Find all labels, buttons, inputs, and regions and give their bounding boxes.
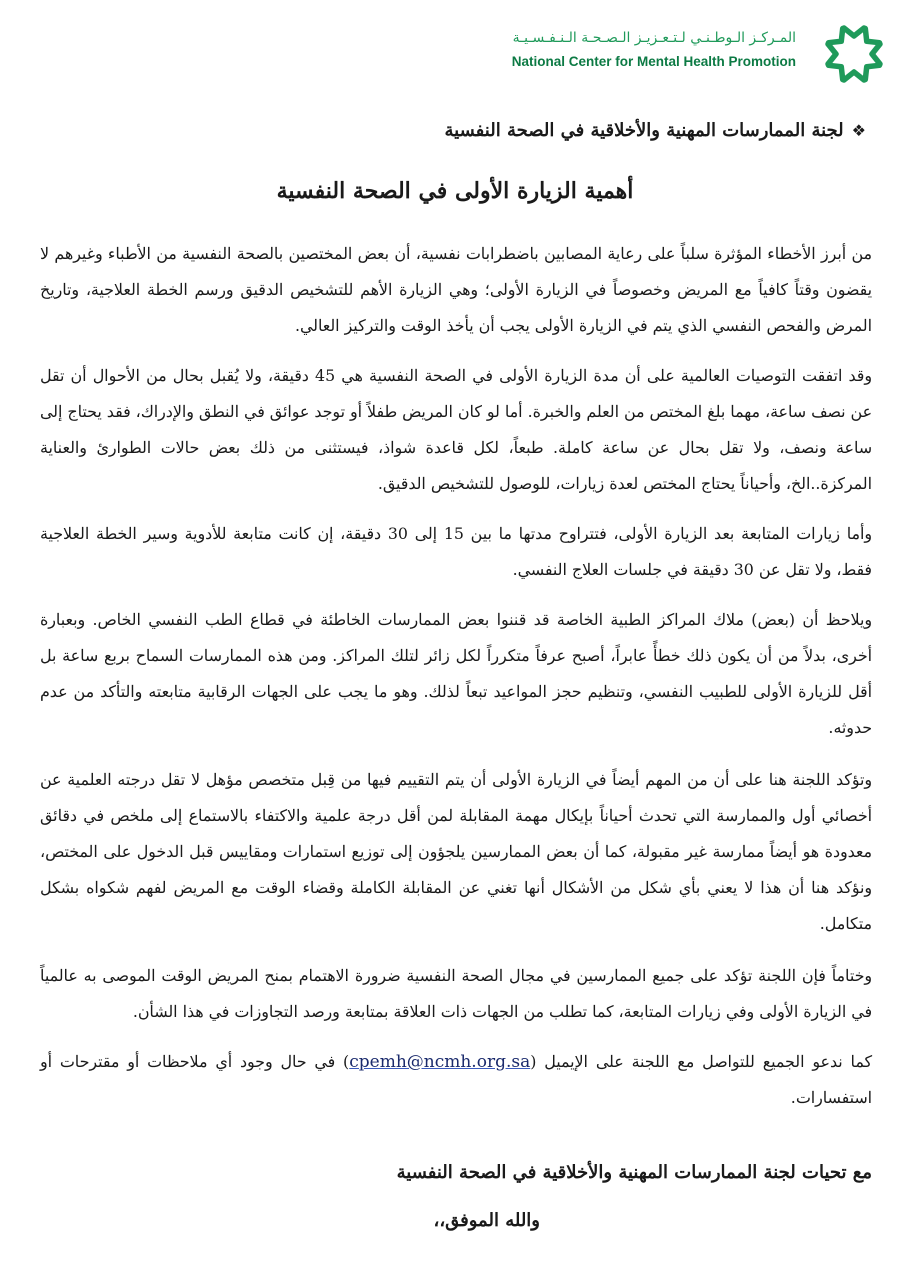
page-header xyxy=(0,14,894,84)
ncmh-logo-icon xyxy=(814,14,894,94)
paragraph-follow-up-visits: وأما زيارات المتابعة بعد الزيارة الأولى، فتتراوح مدتها ما بين 15 إلى 30 دقيقة، إن كانت متابعة للأدوية وسير الخطة العلاجية فقط، ولا تقل عن 30 دقيقة في جلسات العلاج النفسي. xyxy=(40,524,872,579)
paragraph-conclusion: وختاماً فإن اللجنة تؤكد على جميع الممارسين في مجال الصحة النفسية ضرورة الاهتمام بمنح المريض الوقت الموصى به عالمياً في الزيارة الأولى وفي زيارات المتابعة، كما تطلب من الجهات ذات العلاقة بمتابعة ورصد التجاوزات في هذا الشأن. xyxy=(40,966,872,1021)
document-body xyxy=(40,236,872,1130)
contact-text-after: ) في حال وجود أي ملاحظات أو مقترحات أو استفسارات. xyxy=(40,1052,872,1107)
signoff: والله الموفق،، xyxy=(433,1210,540,1231)
paragraph-qualified-assessor: وتؤكد اللجنة هنا على أن من المهم أيضاً في الزيارة الأولى أن يتم التقييم فيها من قِبل متخصص مؤهل لا تقل درجته العلمية عن أخصائي أول والممارسة التي تحدث أحياناً بإيكال مهمة المقابلة لمن أقل درجة علمية والاكتفاء بالاستماع إلى ملخص في دقائق معدودة هو أيضاً ممارسة غير مقبولة، كما أن بعض الممارسين يلجؤون إلى توزيع استمارات ومقاييس قبل الدخول على المختص، ونؤكد هنا أن هذا لا يعني بأي شكل من الأشكال أنها تغني عن المقابلة الكاملة وقضاء الوقت مع المريض لفهم شكواه بشكل متكامل. xyxy=(40,770,872,933)
contact-email-link[interactable]: cpemh@ncmh.org.sa xyxy=(349,1052,531,1072)
paragraph-contact xyxy=(40,1044,872,1116)
paragraph-private-centers: ويلاحظ أن (بعض) ملاك المراكز الطبية الخاصة قد قننوا بعض الممارسات الخاطئة في قطاع الطب النفسي الخاص. وبعبارة أخرى، بدلاً من أن يكون ذلك خطأً عابراً، أصبح عرفاً متكرراً لكل زائر لتلك المراكز. ومن هذه الممارسات السماح بربع ساعة بل أقل للزيارة الأولى للطبيب النفسي، وتنظيم حجز المواعيد تبعاً لذلك. وهو ما يجب على الجهات الرقابية متابعته والتأكد من عدم حدوثه. xyxy=(40,610,872,737)
closing-greeting: مع تحيات لجنة الممارسات المهنية والأخلاقية في الصحة النفسية xyxy=(396,1162,872,1183)
committee-heading-text: لجنة الممارسات المهنية والأخلاقية في الصحة النفسية xyxy=(444,120,844,141)
organization-name-arabic: المـركـز الـوطـنـي لـتـعـزيـز الـصـحـة الـنـفـسـيـة xyxy=(512,30,796,46)
organization-name xyxy=(512,30,796,69)
organization-name-english: National Center for Mental Health Promotion xyxy=(511,54,796,69)
document-title: أهمية الزيارة الأولى في الصحة النفسية xyxy=(276,178,634,204)
paragraph-first-visit-duration: وقد اتفقت التوصيات العالمية على أن مدة الزيارة الأولى في الصحة النفسية هي 45 دقيقة، ولا يُقبل بحال من الأحوال أن تقل عن نصف ساعة، مهما بلغ المختص من العلم والخبرة. أما لو كان المريض طفلاً أو توجد عوائق في النطق والإدراك، فقد يحتاج إلى ساعة ونصف، ولا تقل بحال عن ساعة كاملة. طبعاً، لكل قاعدة شواذ، فيستثنى من ذلك بعض حالات الطوارئ والعناية المركزة..الخ، وأحياناً يحتاج المختص لعدة زيارات، للوصول للتشخيص الدقيق. xyxy=(40,366,872,493)
diamond-bullet-icon: ❖ xyxy=(851,121,866,140)
paragraph-intro: من أبرز الأخطاء المؤثرة سلباً على رعاية المصابين باضطرابات نفسية، أن بعض المختصين بالصحة النفسية من الأطباء وغيرهم لا يقضون وقتاً كافياً مع المريض وخصوصاً في الزيارة الأولى؛ وهي الزيارة الأهم للتشخيص الدقيق ورسم الخطة العلاجية، وتاريخ المرض والفحص النفسي الذي يتم في الزيارة الأولى يجب أن يأخذ الوقت والتركيز العالي. xyxy=(40,244,872,335)
committee-heading xyxy=(445,120,866,141)
contact-text-before: كما ندعو الجميع للتواصل مع اللجنة على الإيميل ( xyxy=(530,1052,873,1071)
